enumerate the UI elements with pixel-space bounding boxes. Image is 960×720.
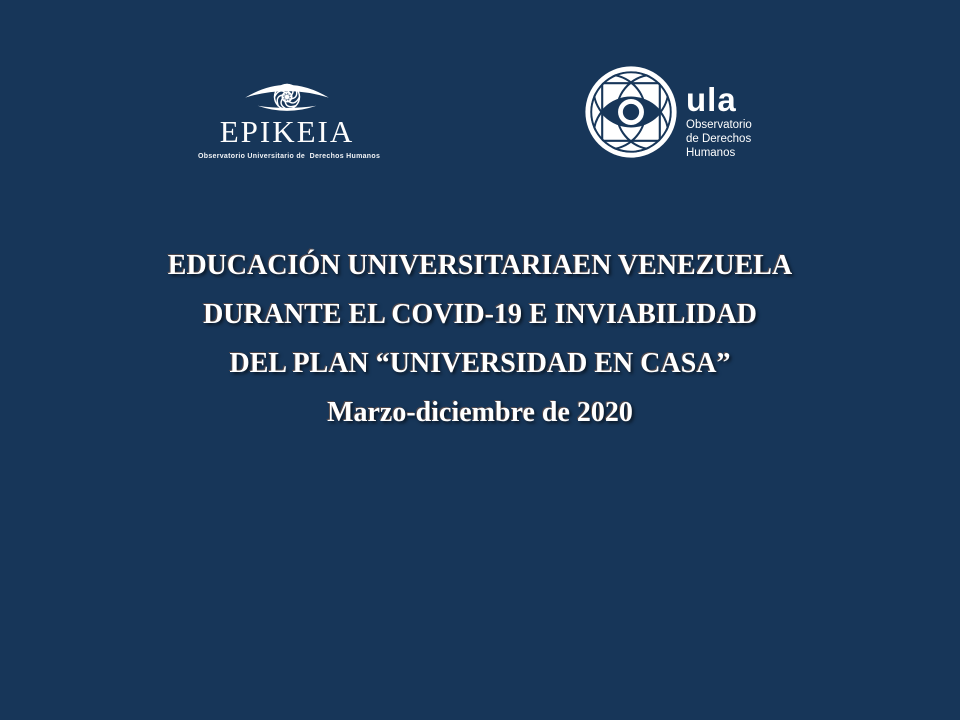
ula-logo-tagline — [686, 118, 752, 160]
title-line-1: EDUCACIÓN UNIVERSITARIAEN VENEZUELA — [167, 250, 793, 281]
title-line-3: DEL PLAN “UNIVERSIDAD EN CASA” — [229, 348, 731, 379]
ula-eye-emblem-icon — [583, 64, 679, 160]
epikeia-eye-swirl-icon — [243, 74, 331, 114]
ula-tagline-line-3: Humanos — [686, 147, 736, 160]
title-line-4: Marzo-diciembre de 2020 — [327, 397, 633, 428]
ula-logo-text — [686, 81, 752, 160]
epikeia-logo-tagline: Observatorio Universitario de Derechos Humanos — [198, 153, 381, 160]
title-line-2: DURANTE EL COVID-19 E INVIABILIDAD — [203, 299, 757, 330]
ula-logo-name: ula — [686, 81, 737, 118]
epikeia-logo — [198, 74, 381, 160]
epikeia-logo-name: EPIKEIA — [219, 114, 355, 149]
ula-tagline-line-1: Observatorio — [686, 119, 752, 132]
slide-title — [0, 241, 960, 437]
ula-tagline-line-2: de Derechos — [686, 133, 752, 146]
ula-logo — [583, 64, 752, 160]
